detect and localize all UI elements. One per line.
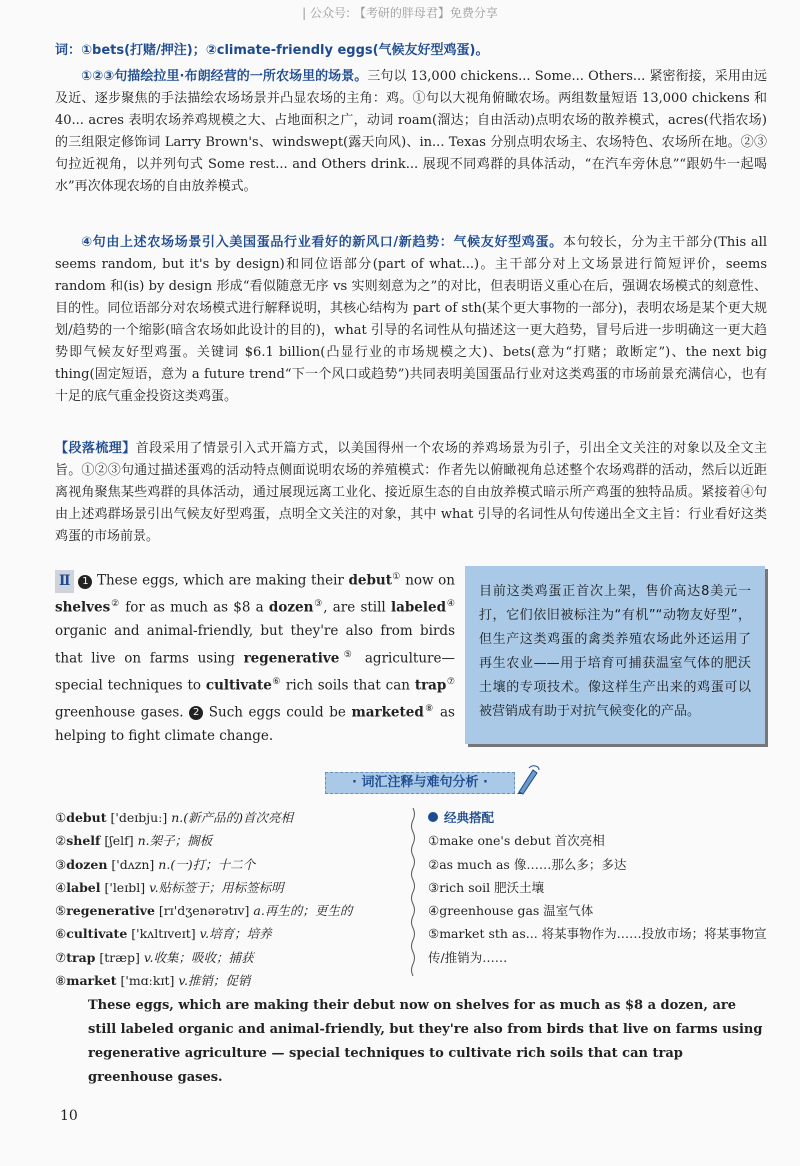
vocab-word: cultivate bbox=[66, 926, 128, 942]
vocab-item bbox=[55, 876, 400, 899]
vocab-line bbox=[55, 40, 767, 62]
keyword-labeled: labeled bbox=[390, 599, 447, 616]
keyword-marketed: marketed bbox=[351, 704, 424, 720]
keyword-cultivate: cultivate bbox=[205, 677, 272, 693]
translation-box bbox=[465, 566, 765, 744]
keyword-regenerative: regenerative bbox=[243, 650, 340, 666]
vocab-word: trap bbox=[66, 949, 96, 965]
note-mark: ② bbox=[110, 599, 121, 609]
banner-title: · 词汇注释与难句分析 · bbox=[352, 775, 488, 790]
keyword-debut: debut bbox=[348, 572, 392, 589]
vocab-phonetic: ['leɪbl] bbox=[104, 879, 146, 895]
collocation-item: ⑤market sth as... 将某事物作为……投放市场；将某事物宣传/推销为…… bbox=[428, 926, 767, 965]
para2-body: 本句较长，分为主干部分(This all seems random, but it's by design)和同位语部分(part of what...)。主干部分对上文场景进行简短评价，seems random 和(is) by design 形成“看似随意无序 vs 实则刻意为之”的对比，但表明语义重心在后，强调农场模式的刻意性、目的性。同位语部分对农场模式进行解释说明，其核心结构为 part of sth(某个更大事物的一部分)，表明农场是某个更大规划/趋势的一个缩影(暗含农场如此设计的目的)，what 引导的名词性从句描述这一更大趋势，冒号后进一步明确这一更大趋势即气候友好型鸡蛋。关键词 $6.1 billion(凸显行业的市场规模之大)、bets(意为“打赌；敢断定”)、the next big thing(固定短语，意为 a future trend“下一个风口或趋势”)共同表明美国蛋品行业对这类鸡蛋的市场前景充满信心，也有十足的底气重金投资这类鸡蛋。 bbox=[55, 235, 767, 404]
collocations-title: 经典搭配 bbox=[444, 810, 495, 825]
passage-text: greenhouse gases. bbox=[55, 704, 190, 720]
vocab-definition: n.(新产品的)首次亮相 bbox=[171, 810, 293, 825]
vocab-definition: v.培育；培养 bbox=[199, 926, 272, 942]
vocab-definition: a.再生的；更生的 bbox=[253, 903, 353, 919]
vocab-phonetic: [ʃelf] bbox=[104, 833, 134, 849]
vocab-word: shelf bbox=[66, 833, 101, 849]
vocab-line-label: 词： bbox=[55, 43, 82, 58]
vocab-word: label bbox=[66, 879, 101, 895]
divider bbox=[410, 808, 416, 976]
english-passage bbox=[55, 566, 455, 748]
analysis-paragraph-1 bbox=[55, 66, 767, 198]
vocab-word: debut bbox=[66, 810, 107, 825]
passage-text: now on bbox=[400, 572, 455, 589]
passage-text: organic and animal-friendly, but they're also from birds that live on farms using bbox=[55, 623, 455, 666]
vocab-num: ⑦ bbox=[55, 949, 67, 965]
keyword-trap: trap bbox=[414, 677, 447, 693]
section-banner bbox=[325, 770, 525, 796]
note-mark: ⑧ bbox=[423, 703, 435, 714]
vocab-item bbox=[55, 922, 400, 945]
vocab-definition: v.贴标签于；用标签标明 bbox=[149, 879, 284, 895]
vocab-line-text: ①bets(打赌/押注)；②climate-friendly eggs(气候友好型鸡蛋)。 bbox=[81, 43, 489, 58]
collocations-heading bbox=[428, 806, 768, 829]
passage-text: for as much as $8 a bbox=[120, 599, 269, 616]
vocab-phonetic: [rɪ'dʒenərətɪv] bbox=[158, 903, 250, 919]
vocab-word: dozen bbox=[66, 856, 108, 872]
para2-heading: ④句由上述农场场景引入美国蛋品行业看好的新风口/新趋势：气候友好型鸡蛋。 bbox=[81, 235, 563, 250]
vocab-num: ⑥ bbox=[55, 926, 67, 942]
vocab-definition: n.架子；搁板 bbox=[137, 833, 213, 849]
passage-text: , are still bbox=[323, 599, 391, 616]
passage-text: Such eggs could be bbox=[208, 704, 352, 720]
vocab-word: market bbox=[66, 973, 117, 989]
vocab-definition: n.(一)打；十二个 bbox=[158, 856, 256, 872]
sentence-number-2: 2 bbox=[189, 706, 203, 720]
passage-text: These eggs, which are making their bbox=[96, 572, 349, 589]
para1-heading: ①②③句描绘拉里·布朗经营的一所农场里的场景。 bbox=[81, 69, 368, 84]
vocab-num: ③ bbox=[55, 856, 67, 872]
section-badge: Ⅱ bbox=[55, 570, 74, 594]
vocab-phonetic: ['dʌzn] bbox=[111, 856, 155, 872]
collocation-item: ③rich soil 肥沃土壤 bbox=[428, 879, 545, 895]
vocab-item bbox=[55, 899, 400, 922]
vocab-item bbox=[55, 969, 400, 992]
note-mark: ③ bbox=[313, 599, 324, 609]
collocation-item: ②as much as 像……那么多；多达 bbox=[428, 856, 627, 872]
paragraph-summary bbox=[55, 438, 767, 548]
note-mark: ⑤ bbox=[339, 649, 357, 660]
analysis-paragraph-2 bbox=[55, 232, 767, 408]
vocab-item bbox=[55, 829, 400, 852]
vocab-item bbox=[55, 853, 400, 876]
summary-label: 【段落梳理】 bbox=[55, 441, 136, 456]
note-mark: ① bbox=[391, 572, 401, 582]
collocation-item: ④greenhouse gas 温室气体 bbox=[428, 903, 594, 919]
vocab-phonetic: ['mɑːkɪt] bbox=[120, 973, 175, 989]
summary-body: 首段采用了情景引入式开篇方式，以美国得州一个农场的养鸡场景为引子，引出全文关注的对象以及全文主旨。①②③句通过描述蛋鸡的活动特点侧面说明农场的养殖模式：作者先以俯瞰视角总述整个农场鸡群的活动，然后以近距离视角聚焦某些鸡群的具体活动，通过展现远离工业化、接近原生态的自由放养模式暗示所产鸡蛋的独特品质。紧接着④句由上述鸡群场景引出气候友好型鸡蛋，点明全文关注的对象，其中 what 引导的名词性从句传递出全文主旨：行业看好这类鸡蛋的市场前景。 bbox=[55, 441, 767, 544]
vocab-num: ⑤ bbox=[55, 903, 67, 919]
vocab-phonetic: ['deɪbjuː] bbox=[110, 810, 168, 825]
keyword-shelves: shelves bbox=[55, 599, 111, 616]
sentence-number-1: 1 bbox=[78, 575, 92, 589]
note-mark: ⑦ bbox=[446, 676, 456, 687]
note-mark: ④ bbox=[446, 599, 455, 609]
difficult-sentence: These eggs, which are making their debut now on shelves for as much as $8 a dozen, are still labeled organic and animal-friendly, but they're also from birds that live on farms using regenerative agriculture — special techniques to cultivate rich soils that can trap greenhouse gases. bbox=[88, 998, 763, 1085]
bullet-icon bbox=[428, 812, 438, 822]
translation-text: 目前这类鸡蛋正首次上架，售价高达8美元一打，它们依旧被标注为“有机”“动物友好型”，但生产这类鸡蛋的禽类养殖农场此外还运用了再生农业——用于培育可捕获温室气体的肥沃土壤的专项技术。像这样生产出来的鸡蛋可以被营销成有助于对抗气候变化的产品。 bbox=[479, 584, 751, 719]
keyword-dozen: dozen bbox=[268, 599, 314, 616]
vocab-num: ① bbox=[55, 810, 67, 825]
passage-text: agriculture—special techniques to bbox=[55, 650, 455, 693]
passage-text: rich soils that can bbox=[281, 677, 415, 693]
note-mark: ⑥ bbox=[271, 676, 282, 687]
collocation-item: ①make one's debut 首次亮相 bbox=[428, 833, 605, 849]
vocab-item bbox=[55, 946, 400, 969]
vocab-list bbox=[55, 806, 400, 992]
watermark: | 公众号: 【考研的胖母君】免费分享 bbox=[302, 6, 498, 20]
vocab-phonetic: [træp] bbox=[99, 949, 140, 965]
vocab-num: ④ bbox=[55, 879, 67, 895]
vocab-word: regenerative bbox=[66, 903, 155, 919]
page-number: 10 bbox=[60, 1108, 78, 1124]
vocab-definition: v.推销；促销 bbox=[178, 973, 251, 989]
para1-body: 三句以 13,000 chickens... Some... Others... 紧密衔接，采用由远及近、逐步聚焦的手法描绘农场场景并凸显农场的主角：鸡。①句以大视角俯瞰农场。两组数量短语 13,000 chickens 和 40... acres 表明农场养鸡规模之大、占地面积之广，动词 roam(溜达；自由活动)点明农场的散养模式，acres(代指农场)的三组限定修饰词 Larry Brown's、windswept(露天向风)、in... Texas 分别点明农场主、农场特色、农场所在地。②③句拉近视角，以并列句式 Some rest... and Others drink... 展现不同鸡群的具体活动，“在汽车旁休息”“跟奶牛一起喝水”再次体现农场的自由放养模式。 bbox=[55, 69, 767, 194]
pen-icon bbox=[515, 764, 541, 796]
vocab-item bbox=[55, 806, 400, 829]
passage-text: as helping to fight climate change. bbox=[55, 704, 455, 744]
vocab-phonetic: ['kʌltɪveɪt] bbox=[131, 926, 196, 942]
vocab-num: ⑧ bbox=[55, 973, 67, 989]
vocab-num: ② bbox=[55, 833, 67, 849]
vocab-definition: v.收集；吸收；捕获 bbox=[143, 949, 254, 965]
collocations bbox=[428, 806, 768, 969]
